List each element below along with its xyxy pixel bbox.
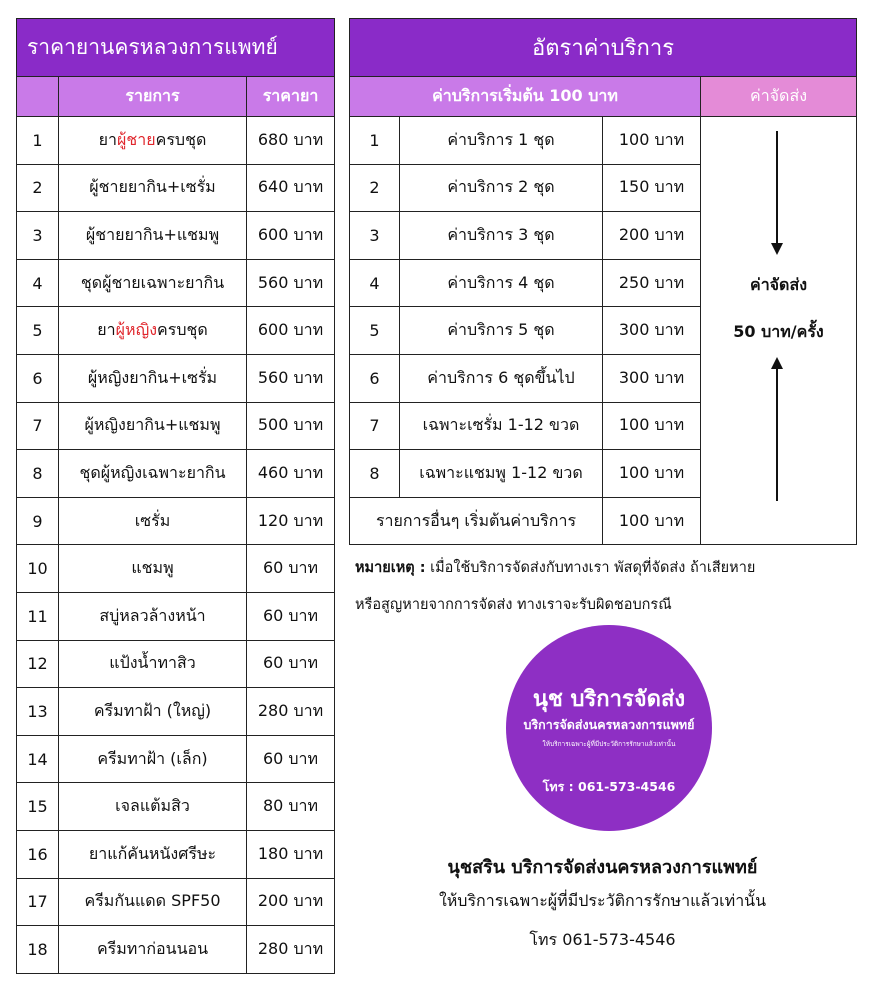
- row-service: ค่าบริการ 4 ชุด: [400, 259, 603, 307]
- row-number: 8: [350, 450, 400, 498]
- medicine-table-body: [17, 117, 335, 974]
- badge-title: นุช บริการจัดส่ง: [532, 687, 686, 712]
- row-price: 600 บาท: [247, 307, 335, 355]
- footer-business-name: นุชสริน บริการจัดส่งนครหลวงการแพทย์: [447, 857, 758, 878]
- row-price: 560 บาท: [247, 354, 335, 402]
- row-item: [59, 783, 247, 831]
- row-number: 16: [17, 830, 59, 878]
- service-rate-table: [349, 18, 857, 545]
- row-number: 13: [17, 688, 59, 736]
- row-item: [59, 259, 247, 307]
- row-service: เฉพาะแชมพู 1-12 ขวด: [400, 450, 603, 498]
- item-text: ยา: [98, 129, 118, 149]
- item-text: ผู้หญิงยากิน+เซรั่ม: [87, 367, 218, 387]
- item-text: ครีมทาฝ้า (ใหญ่): [93, 700, 212, 720]
- table-row: [17, 926, 335, 974]
- table-row: [17, 212, 335, 260]
- row-price: 100 บาท: [603, 117, 701, 165]
- note-text-2: หรือสูญหายจากการจัดส่ง ทางเราจะรับผิดชอบกรณี: [355, 597, 672, 613]
- row-number: 7: [350, 402, 400, 450]
- row-price: 460 บาท: [247, 450, 335, 498]
- row-item: [59, 878, 247, 926]
- item-text: ยา: [97, 320, 116, 340]
- item-text: ยาแก้คันหนังศรีษะ: [88, 843, 217, 863]
- service-table-title: อัตราค่าบริการ: [350, 19, 857, 77]
- badge-subtitle: บริการจัดส่งนครหลวงการแพทย์: [523, 717, 695, 732]
- row-number: 1: [350, 117, 400, 165]
- row-item: [59, 545, 247, 593]
- row-number: 6: [17, 354, 59, 402]
- row-price: 640 บาท: [247, 164, 335, 212]
- row-number: 10: [17, 545, 59, 593]
- table-row: [17, 402, 335, 450]
- row-other-price: 100 บาท: [603, 497, 701, 545]
- item-text: ชุดผู้หญิงเฉพาะยากิน: [79, 462, 226, 482]
- medicine-price-table: [16, 18, 335, 974]
- row-service: ค่าบริการ 5 ชุด: [400, 307, 603, 355]
- row-price: 60 บาท: [247, 592, 335, 640]
- row-item: [59, 450, 247, 498]
- shipping-fee-cell: [701, 117, 857, 545]
- row-number: 2: [350, 164, 400, 212]
- row-service: ค่าบริการ 2 ชุด: [400, 164, 603, 212]
- row-item: [59, 688, 247, 736]
- row-number: 8: [17, 450, 59, 498]
- row-item: [59, 164, 247, 212]
- note-text-1: เมื่อใช้บริการจัดส่งกับทางเรา พัสดุที่จัดส่ง ถ้าเสียหาย: [425, 560, 756, 576]
- table-row: [17, 450, 335, 498]
- shipping-price: 50 บาท/ครั้ง: [733, 322, 824, 341]
- table-row: [17, 735, 335, 783]
- table-row: [17, 878, 335, 926]
- row-number: 4: [17, 259, 59, 307]
- item-text: แชมพู: [131, 558, 174, 578]
- row-price: 100 บาท: [603, 450, 701, 498]
- row-item: [59, 354, 247, 402]
- badge-small-text: ให้บริการเฉพาะผู้ที่มีประวัติการรักษาแล้วเท่านั้น: [542, 740, 676, 748]
- row-number: 15: [17, 783, 59, 831]
- row-number: 2: [17, 164, 59, 212]
- row-price: 280 บาท: [247, 926, 335, 974]
- row-item: [59, 735, 247, 783]
- row-number: 12: [17, 640, 59, 688]
- note-line-2: [355, 595, 855, 615]
- row-item: [59, 117, 247, 165]
- table-row: [350, 117, 857, 165]
- row-service: ค่าบริการ 1 ชุด: [400, 117, 603, 165]
- row-price: 200 บาท: [603, 212, 701, 260]
- item-text: ผู้หญิงยากิน+แชมพู: [84, 415, 221, 435]
- row-number: 5: [17, 307, 59, 355]
- row-item: [59, 497, 247, 545]
- row-service: ค่าบริการ 6 ชุดขึ้นไป: [400, 354, 603, 402]
- row-service: เฉพาะเซรั่ม 1-12 ขวด: [400, 402, 603, 450]
- medicine-table-title: ราคายานครหลวงการแพทย์: [17, 19, 335, 77]
- row-price: 600 บาท: [247, 212, 335, 260]
- row-price: 100 บาท: [603, 402, 701, 450]
- row-price: 560 บาท: [247, 259, 335, 307]
- row-item: [59, 926, 247, 974]
- row-item: [59, 640, 247, 688]
- item-text: ผู้ชายยากิน+แชมพู: [85, 224, 220, 244]
- row-number: 11: [17, 592, 59, 640]
- column-header-shipping: ค่าจัดส่ง: [701, 77, 857, 117]
- table-row: [17, 592, 335, 640]
- table-row: [17, 640, 335, 688]
- column-header-number: [17, 77, 59, 117]
- table-row: [17, 497, 335, 545]
- item-text-end: ครบชุด: [155, 129, 207, 149]
- row-price: 150 บาท: [603, 164, 701, 212]
- note-label: หมายเหตุ :: [355, 560, 426, 576]
- table-row: [17, 354, 335, 402]
- row-price: 120 บาท: [247, 497, 335, 545]
- row-item: [59, 212, 247, 260]
- table-row: [17, 117, 335, 165]
- row-price: 60 บาท: [247, 640, 335, 688]
- table-row: [17, 164, 335, 212]
- footer-phone: โทร 061-573-4546: [529, 930, 676, 949]
- table-row: [17, 783, 335, 831]
- row-item: [59, 307, 247, 355]
- item-text: แป้งน้ำทาสิว: [109, 653, 196, 673]
- row-service: ค่าบริการ 3 ชุด: [400, 212, 603, 260]
- row-number: 1: [17, 117, 59, 165]
- row-item: [59, 592, 247, 640]
- shipping-label: ค่าจัดส่ง: [749, 275, 808, 294]
- row-item: [59, 402, 247, 450]
- row-price: 250 บาท: [603, 259, 701, 307]
- column-header-service: ค่าบริการเริ่มต้น 100 บาท: [350, 77, 701, 117]
- column-header-price: ราคายา: [247, 77, 335, 117]
- item-text: เจลแต้มสิว: [115, 796, 190, 816]
- note-line-1: [355, 558, 855, 578]
- row-number: 14: [17, 735, 59, 783]
- table-row: [17, 307, 335, 355]
- row-price: 200 บาท: [247, 878, 335, 926]
- row-number: 4: [350, 259, 400, 307]
- row-price: 80 บาท: [247, 783, 335, 831]
- row-price: 500 บาท: [247, 402, 335, 450]
- item-text: เซรั่ม: [134, 510, 171, 530]
- item-text: ครีมทาฝ้า (เล็ก): [97, 748, 208, 768]
- table-row: [17, 688, 335, 736]
- item-highlight: ผู้ชาย: [117, 129, 156, 149]
- item-text: สบู่หลวล้างหน้า: [99, 605, 206, 625]
- border-gap: [851, 353, 855, 405]
- arrow-down-icon: [771, 243, 783, 255]
- table-row: [17, 259, 335, 307]
- row-number: 17: [17, 878, 59, 926]
- item-text-end: ครบชุด: [157, 320, 208, 340]
- table-row: [17, 830, 335, 878]
- footer-service-note: ให้บริการเฉพาะผู้ที่มีประวัติการรักษาแล้วเท่านั้น: [438, 891, 767, 910]
- row-other-item: รายการอื่นๆ เริ่มต้นค่าบริการ: [350, 497, 603, 545]
- row-number: 18: [17, 926, 59, 974]
- row-number: 6: [350, 354, 400, 402]
- item-text: ผู้ชายยากิน+เซรั่ม: [89, 177, 216, 197]
- row-price: 680 บาท: [247, 117, 335, 165]
- service-table-body: [350, 117, 857, 545]
- row-item: [59, 830, 247, 878]
- row-price: 300 บาท: [603, 354, 701, 402]
- row-number: 3: [350, 212, 400, 260]
- row-number: 7: [17, 402, 59, 450]
- item-text: ชุดผู้ชายเฉพาะยากิน: [80, 272, 225, 292]
- row-number: 3: [17, 212, 59, 260]
- badge-phone: โทร : 061-573-4546: [542, 779, 676, 794]
- table-row: [17, 545, 335, 593]
- row-price: 280 บาท: [247, 688, 335, 736]
- column-header-item: รายการ: [59, 77, 247, 117]
- service-logo-badge: [506, 625, 712, 831]
- item-highlight: ผู้หญิง: [115, 320, 158, 340]
- item-text: ครีมกันแดด SPF50: [84, 891, 221, 911]
- arrow-up-icon: [771, 357, 783, 369]
- item-text: ครีมทาก่อนนอน: [96, 938, 209, 958]
- row-price: 60 บาท: [247, 545, 335, 593]
- row-number: 9: [17, 497, 59, 545]
- row-price: 60 บาท: [247, 735, 335, 783]
- row-number: 5: [350, 307, 400, 355]
- row-price: 300 บาท: [603, 307, 701, 355]
- row-price: 180 บาท: [247, 830, 335, 878]
